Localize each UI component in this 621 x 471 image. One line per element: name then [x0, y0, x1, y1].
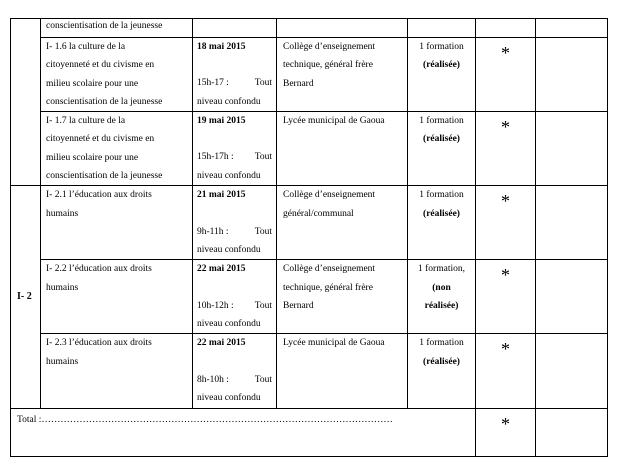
date-cell: 19 mai 2015 15h-17h : Tout niveau confondu: [193, 112, 277, 186]
date-cell: 18 mai 2015 15h-17 : Tout niveau confondu: [193, 38, 277, 112]
total-row: [11, 409, 608, 457]
total-mark: *: [476, 409, 536, 457]
activity-cell: I- 1.7 la culture de la citoyenneté et du civisme en milieu scolaire pour une conscientisation de la jeunesse: [41, 112, 193, 186]
date-cell: 22 mai 2015 10h-12h : Tout niveau confondu: [193, 260, 277, 334]
mark-cell: *: [476, 38, 536, 112]
activity-cell: I- 1.6 la culture de la citoyenneté et du civisme en milieu scolaire pour une conscientisation de la jeunesse: [41, 38, 193, 112]
table-row: [11, 260, 608, 334]
result-cell: 1 formation (réalisée): [408, 112, 476, 186]
place-cell: Collège d’enseignement technique, général frère Bernard: [277, 38, 408, 112]
result-cell: 1 formation, (non réalisée): [408, 260, 476, 334]
mark-cell: *: [476, 112, 536, 186]
place-cell: Collège d’enseignement technique, général frère Bernard: [277, 260, 408, 334]
activity-cell: [41, 19, 193, 38]
section-cell: [11, 19, 41, 186]
table-row: [11, 112, 608, 186]
date-cell: 21 mai 2015 9h-11h : Tout niveau confondu: [193, 186, 277, 260]
activity-cell: I- 2.2 l’éducation aux droits humains: [41, 260, 193, 334]
result-cell: 1 formation (réalisée): [408, 334, 476, 409]
mark-cell: *: [476, 334, 536, 409]
place-cell: Collège d’enseignement général/communal: [277, 186, 408, 260]
table-row: [11, 38, 608, 112]
activity-table: [10, 18, 608, 457]
date-cell: 22 mai 2015 8h-10h : Tout niveau confondu: [193, 334, 277, 409]
section-label: I- 2: [11, 186, 41, 409]
table-row: [11, 19, 608, 38]
mark-cell: *: [476, 260, 536, 334]
activity-cell: I- 2.1 l’éducation aux droits humains: [41, 186, 193, 260]
total-label: Total :…………………………………………………………………………………………………: [11, 409, 476, 457]
place-cell: Lycée municipal de Gaoua: [277, 112, 408, 186]
table-row: [11, 334, 608, 409]
result-cell: 1 formation (réalisée): [408, 38, 476, 112]
mark-cell: *: [476, 186, 536, 260]
activity-text: conscientisation de la jeunesse: [46, 21, 163, 31]
activity-cell: I- 2.3 l’éducation aux droits humains: [41, 334, 193, 409]
result-cell: 1 formation (réalisée): [408, 186, 476, 260]
table-row: [11, 186, 608, 260]
place-cell: Lycée municipal de Gaoua: [277, 334, 408, 409]
